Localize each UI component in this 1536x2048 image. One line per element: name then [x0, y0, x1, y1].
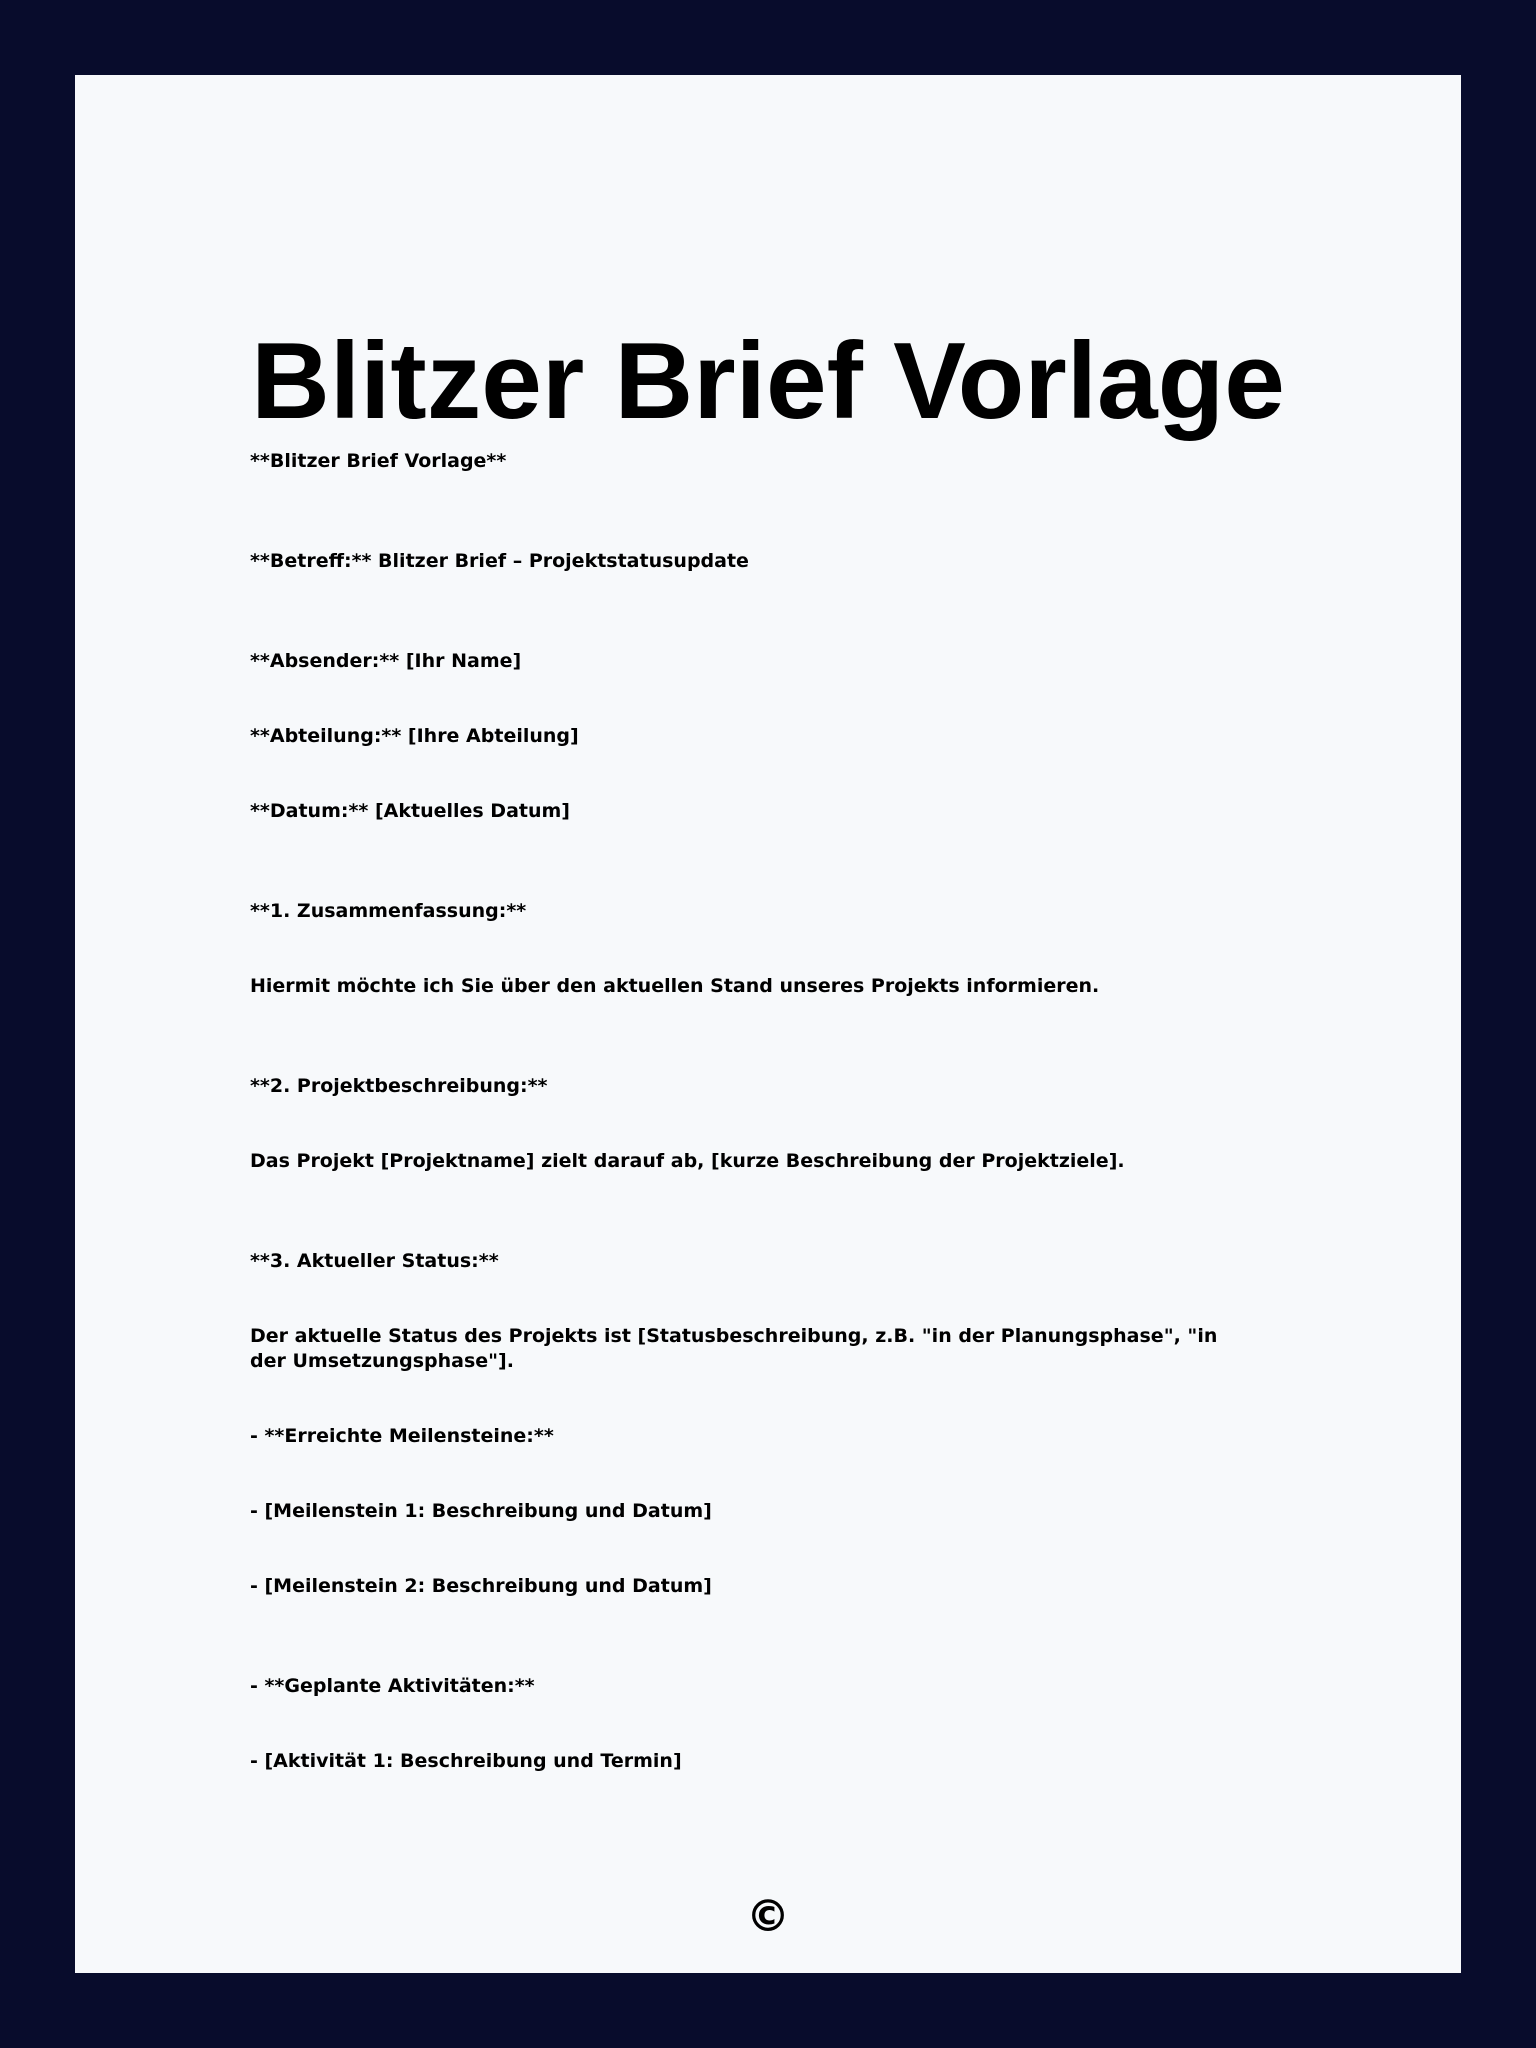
- document-title: Blitzer Brief Vorlage: [251, 320, 1285, 442]
- document-page: [75, 75, 1461, 1973]
- section-heading-status: **3. Aktueller Status:**: [250, 1250, 499, 1272]
- status-paragraph: Der aktuelle Status des Projekts ist [Statusbeschreibung, z.B. "in der Planungsphase", "in der Umsetzungsphase"].: [250, 1325, 1218, 1372]
- summary-paragraph: Hiermit möchte ich Sie über den aktuellen Stand unseres Projekts informieren.: [250, 975, 1100, 997]
- description-paragraph: Das Projekt [Projektname] zielt darauf ab, [kurze Beschreibung der Projektziele].: [250, 1150, 1125, 1172]
- subject-line: **Betreff:** Blitzer Brief – Projektstatusupdate: [250, 550, 749, 572]
- sender-line: **Absender:** [Ihr Name]: [250, 650, 522, 672]
- date-line: **Datum:** [Aktuelles Datum]: [250, 800, 570, 822]
- milestones-heading: - **Erreichte Meilensteine:**: [250, 1425, 554, 1447]
- milestone-item: - [Meilenstein 1: Beschreibung und Datum]: [250, 1500, 712, 1522]
- milestone-item: - [Meilenstein 2: Beschreibung und Datum]: [250, 1575, 712, 1597]
- section-heading-summary: **1. Zusammenfassung:**: [250, 900, 527, 922]
- section-heading-description: **2. Projektbeschreibung:**: [250, 1075, 548, 1097]
- department-line: **Abteilung:** [Ihre Abteilung]: [250, 725, 579, 747]
- activities-heading: - **Geplante Aktivitäten:**: [250, 1675, 535, 1697]
- heading-line: **Blitzer Brief Vorlage**: [250, 450, 507, 472]
- copyright-icon: ©: [746, 1891, 790, 1942]
- activity-item: - [Aktivität 1: Beschreibung und Termin]: [250, 1750, 682, 1772]
